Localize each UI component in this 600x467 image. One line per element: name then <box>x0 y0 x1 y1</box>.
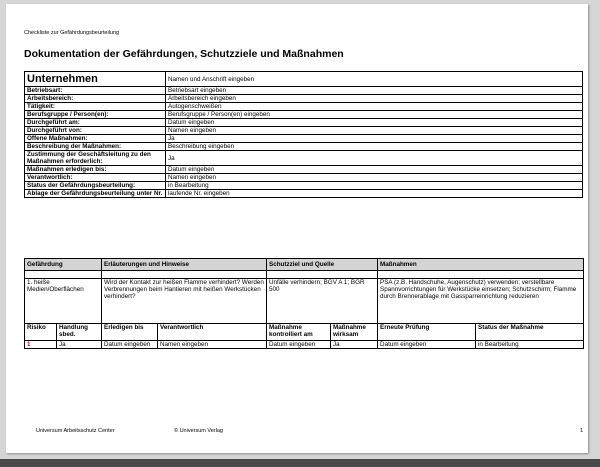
info-row <box>25 174 583 182</box>
info-value[interactable]: Namen eingeben <box>166 174 583 182</box>
info-value[interactable]: Beschreibung eingeben <box>166 143 583 151</box>
info-label: Offene Maßnahmen: <box>25 135 166 143</box>
header-schutzziel: Schutzziel und Quelle <box>267 259 378 271</box>
info-value[interactable]: Arbeitsbereich eingeben <box>166 95 583 103</box>
col-erledigen-bis: Erledigen bis <box>102 324 158 341</box>
hazard-measures[interactable]: PSA (z.B. Handschuhe, Augenschutz) verwenden; verstellbare Spannvorrichtungen für Werkstücke einsetzen; Schutzschirm; Flamme durch Brennerablage mit Gassparreinrichtung reduzieren <box>378 279 584 324</box>
info-row <box>25 190 583 198</box>
spacer-cell <box>25 271 102 279</box>
info-value[interactable]: Ja <box>166 151 583 166</box>
bottom-bar <box>0 459 600 467</box>
wirksam-value[interactable]: Ja <box>331 341 378 349</box>
verantwortlich-value[interactable]: Namen eingeben <box>158 341 267 349</box>
info-row <box>25 87 583 95</box>
spacer-cell <box>378 271 584 279</box>
info-value[interactable]: Namen eingeben <box>166 127 583 135</box>
info-row <box>25 182 583 190</box>
info-value[interactable]: Betriebsart eingeben <box>166 87 583 95</box>
info-value[interactable]: Datum eingeben <box>166 166 583 174</box>
company-name-field[interactable]: Namen und Anschrift eingeben <box>166 72 583 87</box>
spacer-cell <box>267 271 378 279</box>
status-massnahme-value[interactable]: in Bearbeitung <box>476 341 584 349</box>
info-label: Arbeitsbereich: <box>25 95 166 103</box>
info-value[interactable]: Autogenschweißen <box>166 103 583 111</box>
kontrolliert-am-value[interactable]: Datum eingeben <box>267 341 331 349</box>
info-row <box>25 119 583 127</box>
status-header-row <box>25 324 584 341</box>
info-row <box>25 103 583 111</box>
col-status-massnahme: Status der Maßnahme <box>476 324 584 341</box>
info-row <box>25 111 583 119</box>
col-verantwortlich: Verantwortlich <box>158 324 267 341</box>
info-label: Maßnahmen erledigen bis: <box>25 166 166 174</box>
erneute-pruefung-value[interactable]: Datum eingeben <box>378 341 476 349</box>
info-row <box>25 143 583 151</box>
info-value[interactable]: laufende Nr. eingeben <box>166 190 583 198</box>
col-erneute-pruefung: Erneute Prüfung <box>378 324 476 341</box>
info-label: Betriebsart: <box>25 87 166 95</box>
footer-publisher: Universum Arbeitsschutz Center <box>36 428 115 434</box>
info-label: Zustimmung der Geschäftsleitung zu den Maßnahmen erforderlich: <box>25 151 166 166</box>
footer-copyright: © Universum Verlag <box>174 428 223 434</box>
info-row <box>25 127 583 135</box>
company-heading-row <box>25 72 583 87</box>
info-label: Status der Gefährdungsbeurteilung: <box>25 182 166 190</box>
hazard-explanation[interactable]: Wird der Kontakt zur heißen Flamme verhindert? Werden Verbrennungen beim Hantieren mit heißen Werkstücken verhindert? <box>102 279 267 324</box>
info-row <box>25 151 583 166</box>
info-value[interactable]: Berufsgruppe / Person(en) eingeben <box>166 111 583 119</box>
info-label: Beschreibung der Maßnahmen: <box>25 143 166 151</box>
info-label: Durchgeführt am: <box>25 119 166 127</box>
hazard-table <box>24 258 584 349</box>
col-handlungsbedarf: Handlung sbed. <box>57 324 102 341</box>
col-risiko: Risiko <box>25 324 57 341</box>
risk-value[interactable]: 1 <box>25 341 57 349</box>
page-number: 1 <box>580 428 584 434</box>
erledigen-bis-value[interactable]: Datum eingeben <box>102 341 158 349</box>
handlungsbedarf-value[interactable]: Ja <box>57 341 102 349</box>
info-row <box>25 166 583 174</box>
document-header: Checkliste zur Gefährdungsbeurteilung <box>24 30 120 36</box>
col-wirksam: Maßnahme wirksam <box>331 324 378 341</box>
header-massnahmen: Maßnahmen <box>378 259 584 271</box>
spacer-row <box>25 271 584 279</box>
header-gefaehrdung: Gefährdung <box>25 259 102 271</box>
info-label: Verantwortlich: <box>25 174 166 182</box>
col-kontrolliert-am: Maßnahme kontrolliert am <box>267 324 331 341</box>
hazard-header-row <box>25 259 584 271</box>
info-value[interactable]: in Bearbeitung <box>166 182 583 190</box>
hazard-row <box>25 279 584 324</box>
info-label: Berufsgruppe / Person(en): <box>25 111 166 119</box>
status-value-row <box>25 341 584 349</box>
info-value[interactable]: Datum eingeben <box>166 119 583 127</box>
spacer-cell <box>102 271 267 279</box>
info-label: Ablage der Gefährdungsbeurteilung unter Nr. <box>25 190 166 198</box>
info-label: Durchgeführt von: <box>25 127 166 135</box>
hazard-name[interactable]: 1. heiße Medien/Oberflächen <box>25 279 102 324</box>
info-row <box>25 95 583 103</box>
header-erlaeuterungen: Erläuterungen und Hinweise <box>102 259 267 271</box>
company-heading: Unternehmen <box>25 72 166 87</box>
company-info-table <box>24 71 583 198</box>
info-label: Tätigkeit: <box>25 103 166 111</box>
info-value[interactable]: Ja <box>166 135 583 143</box>
hazard-protection-goal[interactable]: Unfälle verhindern; BGV A 1; BGR 500 <box>267 279 378 324</box>
document-title: Dokumentation der Gefährdungen, Schutzziele und Maßnahmen <box>24 48 344 60</box>
info-row <box>25 135 583 143</box>
